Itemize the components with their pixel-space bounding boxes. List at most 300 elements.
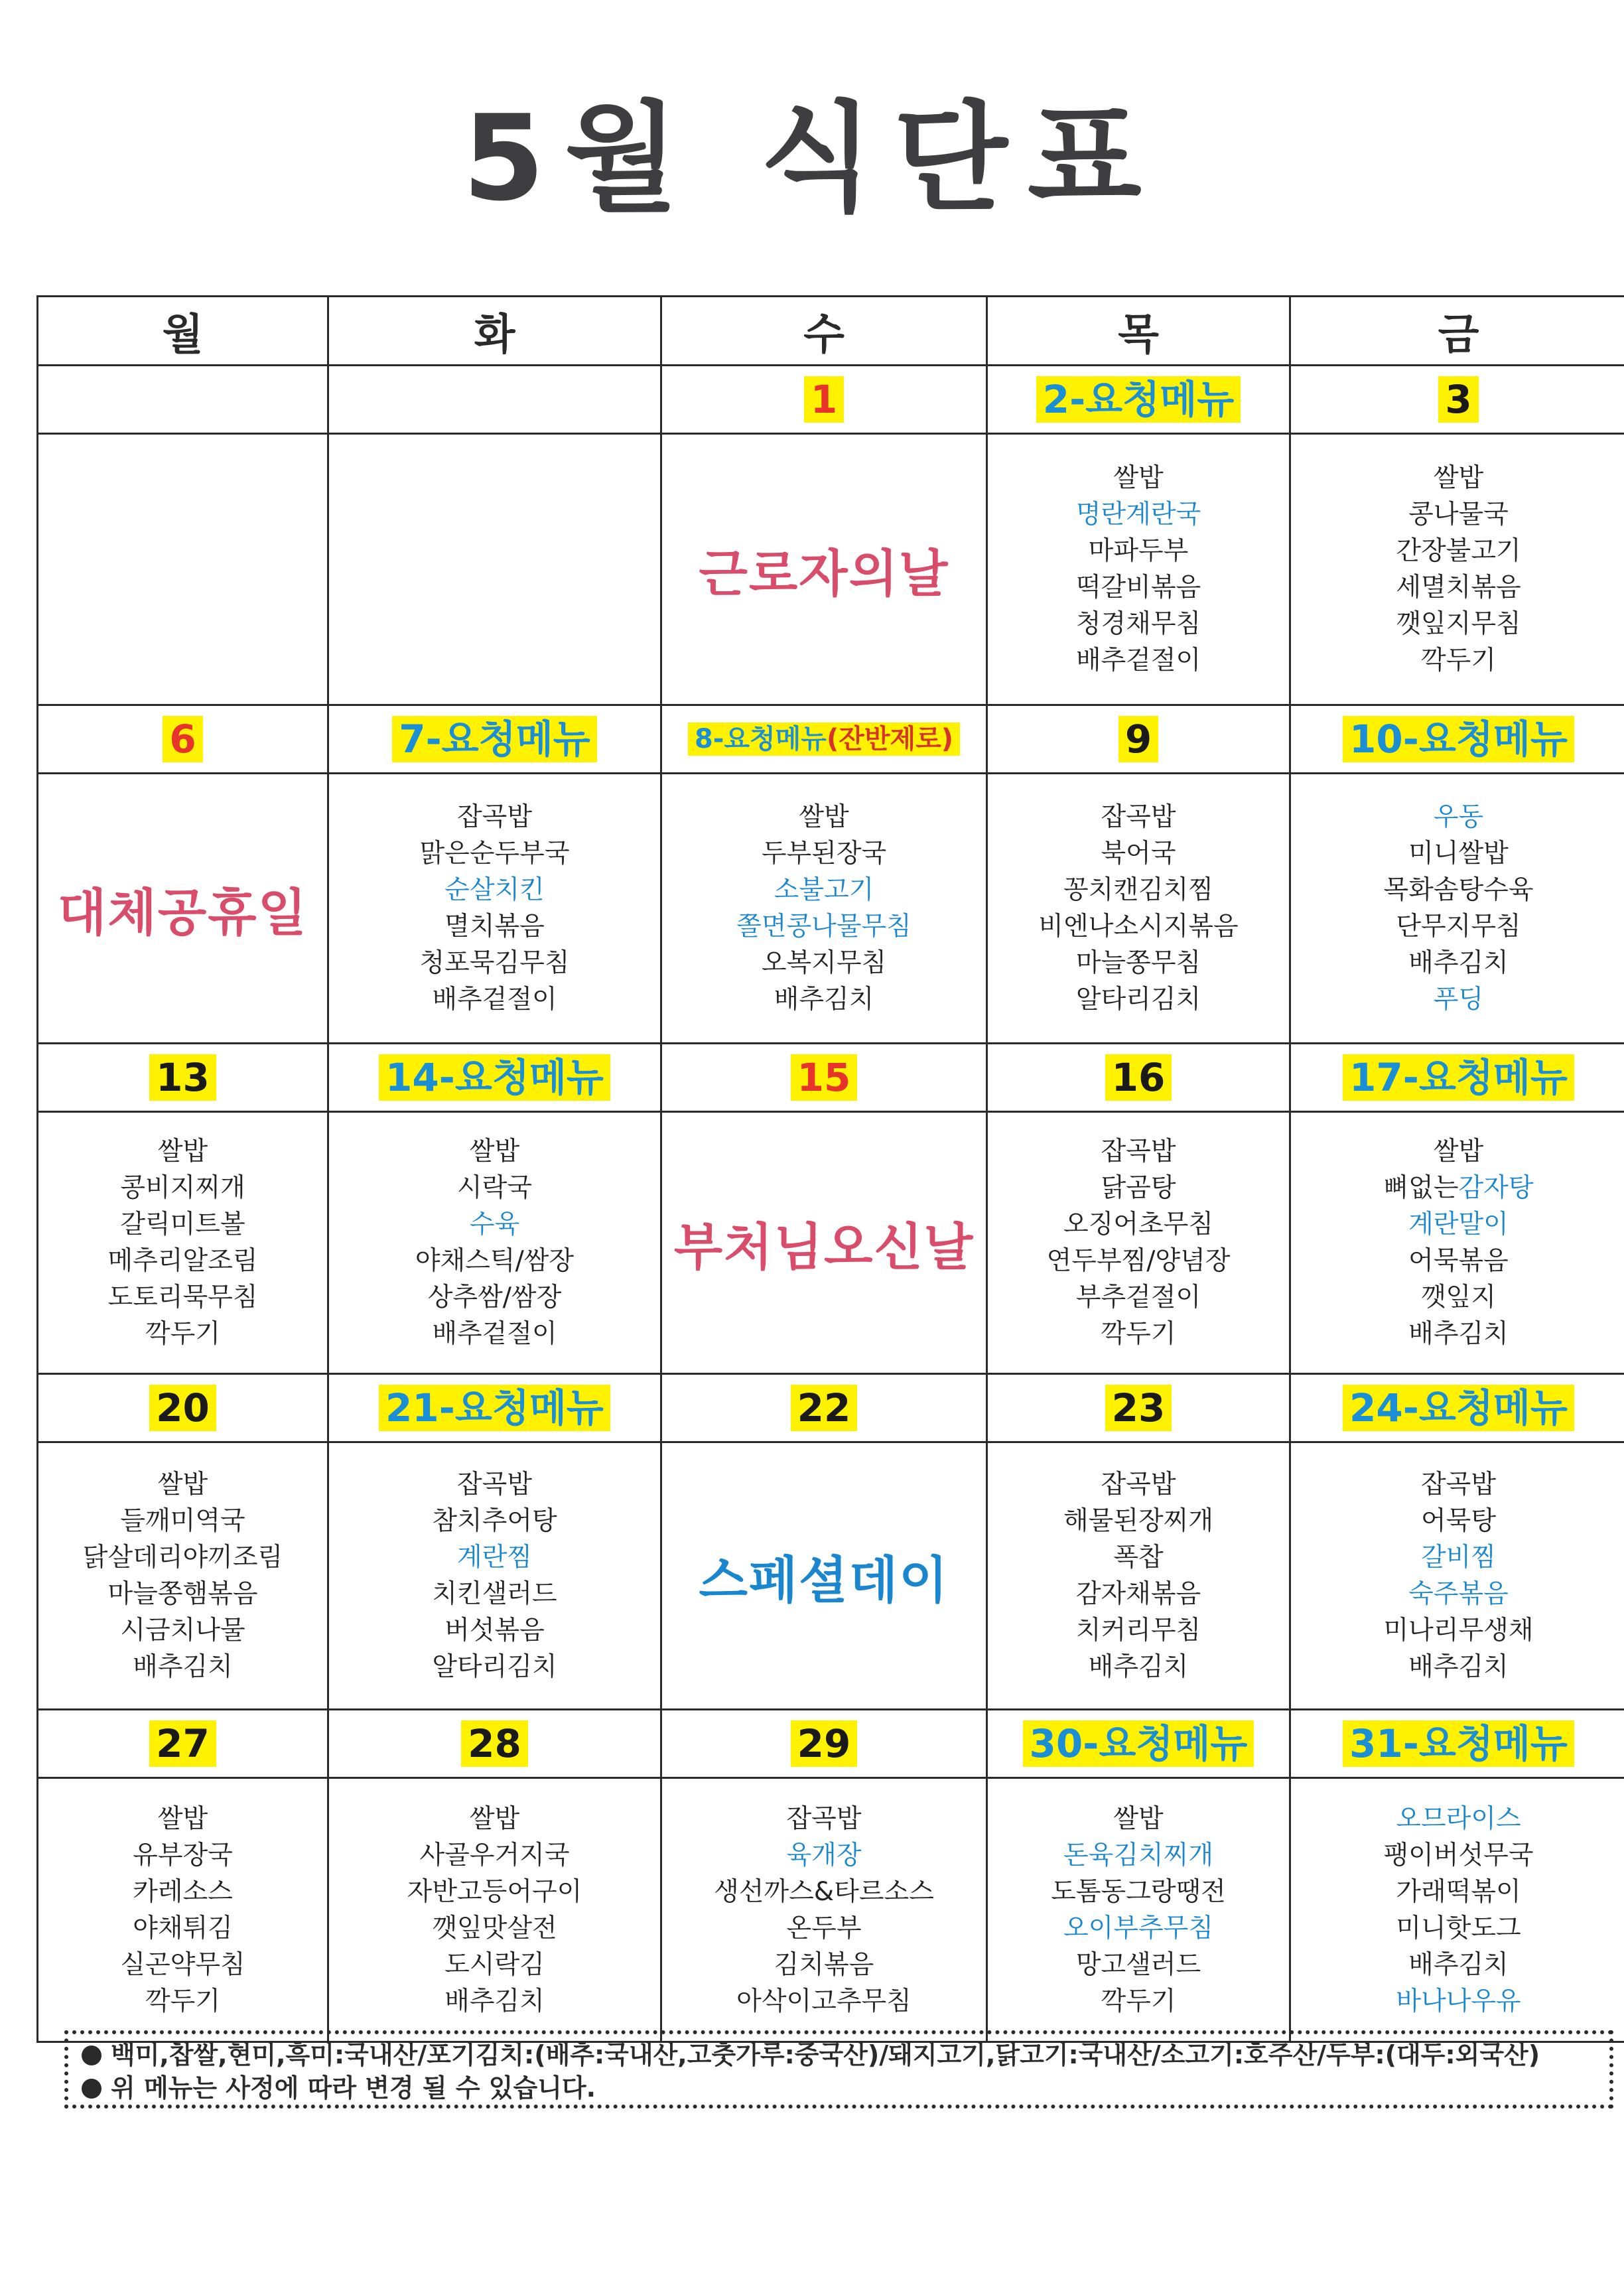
menu-row [38, 1112, 1624, 1374]
menu-cell [328, 1778, 661, 2042]
date-label [149, 1720, 216, 1768]
menu-cell [1290, 774, 1624, 1044]
menu-item [38, 1503, 327, 1539]
menu-item [329, 908, 660, 945]
note-text: 위 메뉴는 사정에 따라 변경 될 수 있습니다. [111, 2073, 596, 2103]
menu-cell [661, 774, 987, 1044]
menu-item [1291, 1910, 1624, 1947]
menu-item [1291, 1874, 1624, 1910]
menu-item [1291, 1801, 1624, 1837]
menu-item [988, 1279, 1289, 1316]
menu-item-text: 쌀밥 [1433, 463, 1484, 493]
weekday-tue: 화 [328, 297, 661, 366]
menu-item [329, 1539, 660, 1576]
menu-item [988, 1466, 1289, 1503]
date-cell [1290, 1374, 1624, 1442]
date-cell [661, 705, 987, 774]
date-label-text: 7-요청메뉴 [399, 716, 590, 762]
menu-item [1291, 835, 1624, 872]
date-label-text: 20 [156, 1385, 210, 1430]
date-label [1036, 376, 1241, 423]
menu-item [988, 1316, 1289, 1352]
weekday-fri: 금 [1290, 297, 1624, 366]
date-label-text: 13 [156, 1054, 210, 1100]
menu-item [38, 1243, 327, 1279]
bullet-icon [82, 2046, 102, 2065]
notes-box [64, 2030, 1613, 2109]
date-label [149, 1054, 216, 1101]
menu-item-text: 망고샐러드 [1075, 1949, 1201, 1980]
note-origin [82, 2038, 1596, 2071]
menu-table [36, 295, 1624, 2043]
date-cell [1290, 1710, 1624, 1778]
menu-list [988, 1133, 1289, 1352]
menu-list [1291, 1466, 1624, 1685]
menu-item [329, 1576, 660, 1612]
menu-item-text: 시금치나물 [120, 1616, 245, 1645]
menu-item-text: 가래떡볶이 [1396, 1876, 1521, 1907]
menu-item-text: 꽁치캔김치찜 [1063, 875, 1214, 905]
menu-cell [38, 1442, 328, 1710]
date-label [804, 376, 844, 423]
weekday-wed: 수 [661, 297, 987, 366]
menu-item-text: 자반고등어구이 [407, 1876, 582, 1907]
menu-item [988, 496, 1289, 533]
menu-item-text: 쌀밥 [469, 1137, 520, 1166]
menu-item [329, 1801, 660, 1837]
menu-item-text: 수육 [469, 1210, 520, 1239]
menu-item [1291, 1170, 1624, 1206]
menu-item-text: 단무지무침 [1396, 912, 1521, 941]
date-cell [38, 366, 328, 434]
menu-item-text: 쌀밥 [157, 1137, 208, 1166]
menu-item-text: 오므라이스 [1396, 1803, 1521, 1834]
menu-cell [987, 434, 1290, 705]
date-cell [1290, 705, 1624, 774]
menu-item-text: 두부된장국 [761, 839, 887, 869]
menu-item-text: 콩비지찌개 [120, 1173, 245, 1203]
menu-item-text: 배추김치 [133, 1652, 233, 1682]
holiday-label: 부처님오신날 [673, 1217, 975, 1277]
menu-item-text: 계란말이 [1408, 1210, 1509, 1239]
menu-item [1291, 1947, 1624, 1983]
menu-item [38, 1910, 327, 1947]
menu-item-text: 유부장국 [133, 1840, 233, 1870]
date-cell [328, 1044, 661, 1112]
date-cell [987, 1044, 1290, 1112]
menu-item [988, 1206, 1289, 1243]
menu-item-text: 김치볶음 [774, 1949, 874, 1980]
menu-list [662, 799, 986, 1018]
menu-item-text: 깻잎지무침 [1396, 609, 1521, 639]
menu-cell [661, 1778, 987, 2042]
menu-item [329, 835, 660, 872]
menu-item-text: 참치추어탕 [432, 1506, 557, 1536]
menu-list [1291, 1801, 1624, 2020]
menu-item [329, 1133, 660, 1170]
menu-item [988, 1801, 1289, 1837]
menu-item-text: 쌀밥 [469, 1803, 520, 1834]
menu-item [988, 1837, 1289, 1874]
menu-item-text: 배추김치 [444, 1986, 545, 2016]
menu-item [1291, 496, 1624, 533]
menu-item [1291, 1576, 1624, 1612]
menu-row [38, 1778, 1624, 2042]
date-label [1023, 1720, 1254, 1768]
menu-item [38, 1947, 327, 1983]
menu-item [1291, 908, 1624, 945]
menu-item-text: 마파두부 [1088, 536, 1189, 566]
date-label-text: 17-요청메뉴 [1349, 1054, 1568, 1100]
menu-item [1291, 981, 1624, 1018]
date-label [1343, 1385, 1574, 1432]
menu-item [329, 1910, 660, 1947]
menu-item-text: 카레소스 [133, 1876, 233, 1907]
menu-item-text: 목화솜탕수육 [1383, 875, 1534, 905]
menu-item [988, 642, 1289, 679]
date-label-text: 1 [810, 376, 838, 422]
date-label [379, 1054, 610, 1101]
menu-item [38, 1576, 327, 1612]
menu-item [38, 1539, 327, 1576]
menu-item [329, 1874, 660, 1910]
date-cell [661, 1044, 987, 1112]
menu-item [662, 799, 986, 835]
date-label [1118, 716, 1158, 763]
date-row [38, 1710, 1624, 1778]
menu-item [329, 1279, 660, 1316]
date-label [688, 723, 960, 756]
menu-list [1291, 460, 1624, 679]
menu-item [988, 1910, 1289, 1947]
menu-list [988, 1801, 1289, 2020]
menu-item-text: 잡곡밥 [456, 802, 533, 832]
menu-item [329, 799, 660, 835]
date-label-text: 3 [1445, 376, 1472, 422]
menu-item [329, 1170, 660, 1206]
date-cell [1290, 1044, 1624, 1112]
menu-item-text: 청포묵김무침 [419, 948, 570, 978]
menu-item-text: 깍두기 [1420, 646, 1497, 675]
menu-cell [328, 434, 661, 705]
date-label [1438, 376, 1478, 423]
menu-item [988, 981, 1289, 1018]
menu-item-text: 잡곡밥 [1420, 1470, 1497, 1499]
menu-item [1291, 642, 1624, 679]
menu-item-text: 쌀밥 [1113, 1803, 1164, 1834]
menu-item-text: 야채튀김 [133, 1913, 233, 1943]
menu-item-text: 부추겉절이 [1075, 1283, 1201, 1312]
weekday-thu: 목 [987, 297, 1290, 366]
menu-item [1291, 1243, 1624, 1279]
date-label [163, 716, 202, 763]
menu-item-text: 깻잎지 [1420, 1283, 1497, 1312]
menu-item [38, 1316, 327, 1352]
menu-item [1291, 1539, 1624, 1576]
menu-item [38, 1206, 327, 1243]
menu-list [38, 1466, 327, 1685]
menu-item [662, 945, 986, 981]
menu-item [988, 799, 1289, 835]
menu-item-text: 도톰동그랑땡전 [1051, 1876, 1226, 1907]
menu-item [988, 945, 1289, 981]
date-label [791, 1054, 858, 1101]
menu-item-text: 돈육김치찌개 [1063, 1840, 1214, 1870]
weekday-mon: 월 [38, 297, 328, 366]
note-change [82, 2071, 1596, 2105]
date-label-text: 15 [797, 1054, 851, 1100]
date-cell [987, 366, 1290, 434]
menu-cell [1290, 1442, 1624, 1710]
date-label-text: 23 [1111, 1385, 1166, 1430]
menu-item [1291, 1837, 1624, 1874]
menu-item [662, 981, 986, 1018]
menu-item-text: 온두부 [786, 1913, 862, 1943]
menu-item-text: 비엔나소시지볶음 [1038, 912, 1239, 941]
date-label [1343, 1720, 1574, 1768]
menu-list [329, 799, 660, 1018]
menu-item-text: 미니쌀밥 [1408, 839, 1509, 869]
menu-cell [38, 434, 328, 705]
date-cell [1290, 366, 1624, 434]
menu-item-text: 닭곰탕 [1101, 1173, 1176, 1203]
menu-item [329, 1466, 660, 1503]
menu-cell [328, 1442, 661, 1710]
menu-item [329, 981, 660, 1018]
menu-cell [661, 1442, 987, 1710]
menu-item [988, 1539, 1289, 1576]
menu-list [329, 1466, 660, 1685]
menu-item [988, 1133, 1289, 1170]
date-cell [328, 366, 661, 434]
menu-item [988, 1503, 1289, 1539]
menu-item-text: 배추김치 [1408, 1949, 1509, 1980]
menu-item-text: 육개장 [786, 1840, 862, 1870]
menu-item [38, 1837, 327, 1874]
menu-item-text: 명란계란국 [1075, 500, 1201, 529]
menu-item [38, 1801, 327, 1837]
menu-item-text: 쫄면콩나물무침 [736, 912, 912, 941]
menu-item [1291, 1503, 1624, 1539]
menu-item-text: 쌀밥 [799, 802, 849, 832]
menu-item-text: 잡곡밥 [1101, 1470, 1176, 1499]
menu-cell [987, 774, 1290, 1044]
date-cell [328, 1710, 661, 1778]
menu-item [988, 1170, 1289, 1206]
date-cell [987, 1374, 1290, 1442]
menu-item [988, 1612, 1289, 1649]
menu-item-text: 연두부찜/양념장 [1046, 1246, 1231, 1276]
menu-item [988, 1243, 1289, 1279]
menu-item [988, 835, 1289, 872]
menu-item [329, 1649, 660, 1685]
menu-item [662, 1910, 986, 1947]
menu-item [1291, 1983, 1624, 2020]
menu-item [329, 1837, 660, 1874]
menu-cell [661, 1112, 987, 1374]
menu-item-text: 쌀밥 [157, 1470, 208, 1499]
menu-item-text: 잡곡밥 [786, 1803, 862, 1834]
menu-item-text: 메추리알조림 [107, 1246, 258, 1276]
menu-list [329, 1133, 660, 1352]
weekday-header-row [38, 297, 1624, 366]
menu-cell [987, 1442, 1290, 1710]
menu-item-text: 깻잎맛살전 [432, 1913, 557, 1943]
menu-item [662, 1983, 986, 2020]
menu-cell [1290, 434, 1624, 705]
menu-item [1291, 1133, 1624, 1170]
menu-item [1291, 1649, 1624, 1685]
menu-item-text: 어묵볶음 [1408, 1246, 1509, 1276]
menu-item [988, 1983, 1289, 2020]
menu-list [329, 1801, 660, 2020]
menu-item [662, 835, 986, 872]
menu-cell [661, 434, 987, 705]
menu-list [1291, 799, 1624, 1018]
menu-cell [38, 774, 328, 1044]
menu-item-text: 알타리김치 [1075, 985, 1201, 1014]
menu-item [1291, 1466, 1624, 1503]
date-cell [661, 1710, 987, 1778]
menu-item-text: 갈릭미트볼 [120, 1210, 245, 1239]
menu-item [662, 1801, 986, 1837]
menu-item [1291, 872, 1624, 908]
menu-list [988, 460, 1289, 679]
menu-item-text: 감자채볶음 [1075, 1579, 1201, 1609]
date-label-text: 21-요청메뉴 [385, 1385, 604, 1430]
date-label-text: 22 [797, 1385, 851, 1430]
menu-item-text: 세멸치볶음 [1396, 573, 1521, 602]
menu-item [329, 1612, 660, 1649]
menu-item-text: 깍두기 [145, 1319, 221, 1349]
menu-item [1291, 1206, 1624, 1243]
menu-item-text: 바나나우유 [1396, 1986, 1521, 2016]
menu-item [329, 1243, 660, 1279]
menu-cell [38, 1112, 328, 1374]
menu-cell [987, 1112, 1290, 1374]
menu-item-text: 잡곡밥 [456, 1470, 533, 1499]
menu-item-text: 푸딩 [1433, 985, 1484, 1014]
menu-item-text: 맑은순두부국 [419, 839, 570, 869]
date-label [1343, 1054, 1574, 1101]
menu-item-text: 사골우거지국 [419, 1840, 570, 1870]
menu-item-text: 간장불고기 [1396, 536, 1521, 566]
bullet-icon [82, 2079, 102, 2099]
menu-cell [328, 1112, 661, 1374]
date-label-text: 31-요청메뉴 [1349, 1720, 1568, 1766]
menu-item [988, 872, 1289, 908]
menu-item-text: 실곤약무침 [120, 1949, 245, 1980]
date-cell [38, 1374, 328, 1442]
menu-list [38, 1133, 327, 1352]
menu-item-text: 배추겉절이 [432, 1319, 557, 1349]
menu-item [329, 945, 660, 981]
menu-item [38, 1133, 327, 1170]
menu-item [988, 606, 1289, 642]
menu-item [662, 1874, 986, 1910]
holiday-label: 근로자의날 [699, 543, 949, 603]
menu-item-text: 깍두기 [145, 1986, 221, 2016]
menu-list [1291, 1133, 1624, 1352]
date-label [149, 1385, 216, 1432]
menu-item [1291, 606, 1624, 642]
menu-item-text: 야채스틱/쌈장 [415, 1246, 575, 1276]
date-cell [328, 1374, 661, 1442]
menu-cell [1290, 1112, 1624, 1374]
menu-item [329, 1983, 660, 2020]
menu-item-text: 들깨미역국 [120, 1506, 245, 1536]
menu-item-highlight: 감자탕 [1458, 1173, 1534, 1203]
menu-item [38, 1983, 327, 2020]
menu-item [1291, 533, 1624, 569]
menu-item-text: 도토리묵무침 [107, 1283, 258, 1312]
menu-item-text: 어묵탕 [1420, 1506, 1497, 1536]
date-cell [987, 705, 1290, 774]
date-label-text: 27 [156, 1720, 210, 1766]
date-label-text: 10-요청메뉴 [1349, 716, 1568, 762]
menu-item-text: 청경채무침 [1075, 609, 1201, 639]
menu-item [329, 1206, 660, 1243]
menu-item-text: 미나리무생채 [1383, 1616, 1534, 1645]
note-text: 백미,찹쌀,현미,흑미:국내산/포기김치:(배추:국내산,고춧가루:중국산)/돼지고기,닭고기:국내산/소고기:호주산/두부:(대두:외국산) [111, 2040, 1540, 2069]
date-label-text: 16 [1111, 1054, 1166, 1100]
menu-item-text: 상추쌈/쌈장 [427, 1283, 562, 1312]
menu-item [1291, 1316, 1624, 1352]
menu-item-text: 계란찜 [456, 1543, 533, 1572]
date-label-text: 24-요청메뉴 [1349, 1385, 1568, 1430]
menu-item [988, 460, 1289, 496]
menu-row [38, 1442, 1624, 1710]
menu-item-text: 도시락김 [444, 1949, 545, 1980]
menu-item-text: 잡곡밥 [1101, 1137, 1176, 1166]
menu-item-text: 순살치킨 [444, 875, 545, 905]
menu-list [662, 1801, 986, 2020]
menu-item [1291, 1279, 1624, 1316]
menu-item-text: 숙주볶음 [1408, 1579, 1509, 1609]
menu-item [38, 1612, 327, 1649]
menu-item-text: 시락국 [456, 1173, 533, 1203]
date-row [38, 366, 1624, 434]
date-label [461, 1720, 528, 1768]
menu-item [38, 1279, 327, 1316]
menu-item-text: 깍두기 [1101, 1319, 1176, 1349]
menu-item [1291, 460, 1624, 496]
menu-item [1291, 799, 1624, 835]
menu-item-text: 콩나물국 [1408, 500, 1509, 529]
date-label [791, 1385, 858, 1432]
menu-row [38, 434, 1624, 705]
menu-item [1291, 945, 1624, 981]
date-label [392, 716, 597, 763]
menu-item-text: 알타리김치 [432, 1652, 557, 1682]
menu-item-text: 북어국 [1101, 839, 1176, 869]
menu-item-text: 배추김치 [774, 985, 874, 1014]
special-day-label: 스페셜데이 [699, 1550, 949, 1610]
date-row [38, 705, 1624, 774]
menu-item-text: 버섯볶음 [444, 1616, 545, 1645]
menu-list [988, 1466, 1289, 1685]
menu-item-text: 치킨샐러드 [432, 1579, 557, 1609]
menu-item [329, 872, 660, 908]
date-cell [987, 1710, 1290, 1778]
menu-item [988, 1576, 1289, 1612]
menu-item-text: 배추겉절이 [1075, 646, 1201, 675]
menu-item-text: 오징어초무침 [1063, 1210, 1214, 1239]
date-cell [661, 1374, 987, 1442]
date-cell [38, 1044, 328, 1112]
date-label-text: 2-요청메뉴 [1042, 376, 1235, 422]
date-label-text: 14-요청메뉴 [385, 1054, 604, 1100]
